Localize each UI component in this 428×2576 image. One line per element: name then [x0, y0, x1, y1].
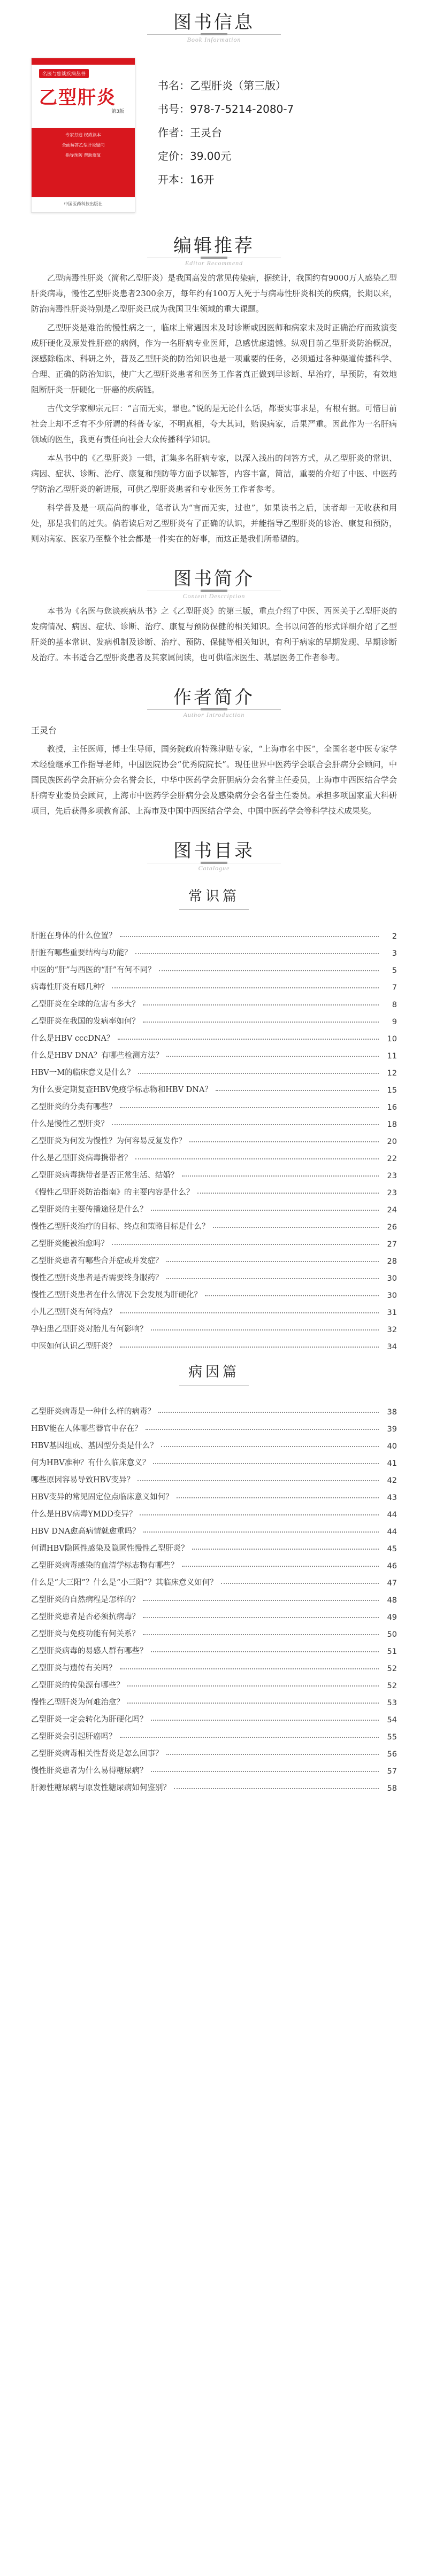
- toc-leader-dots: [143, 1634, 379, 1635]
- toc-item: [31, 1742, 397, 1759]
- toc-item-title: 乙型肝炎病毒携带者是否正常生活、结婚？: [31, 1171, 179, 1180]
- catalogue-section-header: [0, 885, 428, 910]
- editor-text: [0, 270, 428, 547]
- toc-page-number: 58: [387, 1784, 397, 1793]
- toc-leader-dots: [182, 1175, 379, 1177]
- toc-item-title: 乙型肝炎的主要传播途径是什么？: [31, 1205, 148, 1214]
- toc-item: [31, 941, 397, 958]
- toc-item-title: 乙型肝炎病毒相关性肾炎是怎么回事？: [31, 1750, 163, 1758]
- toc-leader-dots: [151, 1720, 379, 1721]
- editor-subtitle: Editor Recommend: [185, 259, 243, 267]
- toc-item: [31, 1673, 397, 1690]
- toc-item: [31, 1707, 397, 1724]
- toc-page-number: 52: [387, 1665, 397, 1673]
- catalogue-header: [0, 829, 428, 876]
- section-divider: [179, 909, 249, 910]
- toc-item-title: 乙型肝炎在全球的危害有多大？: [31, 1000, 140, 1009]
- toc-leader-dots: [177, 1497, 379, 1498]
- toc-item: [31, 1197, 397, 1214]
- toc-item-title: 小儿乙型肝炎有何特点？: [31, 1308, 117, 1317]
- toc-item: [31, 1043, 397, 1061]
- toc-leader-dots: [174, 1788, 379, 1789]
- book-info-title: 图书信息: [173, 12, 255, 33]
- toc-leader-dots: [166, 1278, 379, 1279]
- toc-item: [31, 1519, 397, 1536]
- toc-leader-dots: [166, 1754, 379, 1755]
- toc-page-number: 34: [387, 1343, 397, 1351]
- toc-leader-dots: [120, 1312, 379, 1313]
- toc-item-title: HBV DNA愈高病情就愈重吗？: [31, 1527, 140, 1536]
- paragraph: 古代文学家柳宗元曰：“言而无实，罪也。”说的是无论什么话，都要实事求是，有根有据。可惜目前社会上却不乏有不少所谓的科普专家，不明真相，夸大其词，贻误病家，后果严重。因此作为一名肝病领域的医生，我更有责任向社会大众传播科学知识。: [31, 404, 397, 444]
- toc-page-number: 47: [387, 1579, 397, 1588]
- toc-item: [31, 1451, 397, 1468]
- toc-leader-dots: [166, 1056, 379, 1057]
- toc-leader-dots: [120, 1668, 379, 1669]
- toc-page-number: 15: [387, 1086, 397, 1095]
- toc-page-number: 7: [392, 984, 397, 992]
- toc-item-title: 乙型肝炎在我国的发病率如何？: [31, 1017, 140, 1026]
- toc-page-number: 8: [392, 1001, 397, 1009]
- toc-leader-dots: [118, 1039, 379, 1040]
- toc-page-number: 24: [387, 1206, 397, 1214]
- toc-item: [31, 1724, 397, 1742]
- toc-page-number: 48: [387, 1596, 397, 1605]
- toc-leader-dots: [197, 1193, 379, 1194]
- editor-title: 编辑推荐: [173, 235, 255, 257]
- toc-leader-dots: [153, 1463, 379, 1464]
- toc-item-title: 乙型肝炎与免疫功能有何关系？: [31, 1630, 140, 1638]
- toc-leader-dots: [127, 1685, 379, 1687]
- toc-item-title: 病毒性肝炎有哪几种？: [31, 983, 109, 992]
- toc-page-number: 42: [387, 1476, 397, 1485]
- toc-item: [31, 1163, 397, 1180]
- toc-item: [31, 1061, 397, 1078]
- toc-item-title: 乙型肝炎与遗传有关吗？: [31, 1664, 117, 1673]
- toc-page-number: 38: [387, 1408, 397, 1417]
- toc-leader-dots: [161, 1446, 379, 1447]
- toc-item: [31, 1009, 397, 1026]
- toc-item: [31, 1232, 397, 1249]
- toc-item: [31, 1317, 397, 1334]
- toc-leader-dots: [138, 1073, 379, 1074]
- toc-leader-dots: [189, 1141, 379, 1142]
- toc-leader-dots: [143, 1022, 379, 1023]
- toc-leader-dots: [143, 1600, 379, 1601]
- toc-item-title: 何为HBV准种？有什么临床意义？: [31, 1459, 150, 1467]
- toc-item: [31, 1146, 397, 1163]
- toc-item-title: 什么是HBV DNA？有哪些检测方法？: [31, 1051, 164, 1060]
- paragraph: 教授，主任医师，博士生导师，国务院政府特殊津贴专家，“上海市名中医”，全国名老中医专家学术经验继承工作指导老师，中国医院协会“优秀院院长”。现任世界中医药学会联合会肝病分会顾问，中国民族医药学会肝病分会名誉会长，中华中医药学会肝胆病分会名誉主任委员，上海市中西医结合学会肝病专业委员会顾问，上海市中医药学会肝病分会及感染病分会名誉主任委员。承担多项国家重大科研项目，先后获得多项教育部、上海市及中国中西医结合学会、中国中医药学会等科学技术成果奖。: [31, 744, 397, 816]
- toc-item-title: HBV一M的临床意义是什么？: [31, 1069, 135, 1077]
- toc-item: [31, 1283, 397, 1300]
- cover-line: 专家打造 权威读本: [65, 133, 101, 137]
- toc-leader-dots: [137, 1480, 379, 1481]
- meta-title: 书名：乙型肝炎（第三版）: [158, 79, 286, 92]
- toc-item-title: 何谓HBV隐匿性感染及隐匿性慢性乙型肝炎？: [31, 1544, 189, 1553]
- toc-item: [31, 1622, 397, 1639]
- toc-item: [31, 1334, 397, 1351]
- paragraph: 本丛书中的《乙型肝炎》一辑，汇集多名肝病专家，以深入浅出的问答方式，从乙型肝炎的常识、病因、症状、诊断、治疗、康复和预防等方面予以解答，内容丰富，简洁，重要的介绍了中医、中医药学防治乙型肝炎的新进展，可供乙型肝炎患者和专业医务工作者参考。: [31, 453, 397, 494]
- cover-edition: 第3版: [111, 109, 124, 114]
- toc-leader-dots: [135, 953, 379, 954]
- toc-item: [31, 1571, 397, 1588]
- header-divider: [147, 709, 281, 710]
- toc-page-number: 44: [387, 1511, 397, 1519]
- book-info-header: [0, 0, 428, 47]
- toc-item: [31, 1214, 397, 1232]
- toc-page-number: 9: [392, 1018, 397, 1026]
- toc-item-title: 什么是“大三阳”？什么是“小三阳”？其临床意义如何？: [31, 1579, 218, 1587]
- toc-page-number: 16: [387, 1103, 397, 1112]
- toc-item-title: 乙型肝炎患者有哪些合并症或并发症？: [31, 1257, 163, 1265]
- toc-item: [31, 1249, 397, 1266]
- toc-page-number: 55: [387, 1733, 397, 1742]
- toc-page-number: 27: [387, 1240, 397, 1249]
- toc-item: [31, 1468, 397, 1485]
- paragraph: 乙型病毒性肝炎（简称乙型肝炎）是我国高发的常见传染病，据统计，我国约有9000万人感染乙型肝炎病毒，慢性乙型肝炎患者2300余万，每年约有100万人死于与病毒性肝炎相关的疾病，长期以来，防治病毒性肝炎特别是乙型肝炎已成为我国卫生领域的重大课题。: [31, 273, 397, 314]
- toc-item-title: 乙型肝炎会引起肝癌吗？: [31, 1732, 117, 1741]
- toc-item: [31, 1026, 397, 1043]
- toc-page-number: 26: [387, 1223, 397, 1232]
- catalogue-section-header: [0, 1361, 428, 1386]
- toc-item-title: 乙型肝炎病毒感染的血清学标志物有哪些？: [31, 1561, 179, 1570]
- catalogue-section-title: 常识篇: [188, 888, 240, 904]
- toc-page-number: 5: [392, 966, 397, 975]
- toc-item-title: 肝脏有哪些重要结构与功能？: [31, 949, 132, 957]
- toc-item-title: 乙型肝炎病毒的易感人群有哪些？: [31, 1647, 148, 1656]
- toc-item: [31, 1300, 397, 1317]
- paragraph: 本书为《名医与您谈疾病丛书》之《乙型肝炎》的第三版，重点介绍了中医、西医关于乙型肝炎的发病情况、病因、症状、诊断、治疗、康复与预防保健的相关知识。全书以问答的形式详细介绍了乙型肝炎的基本常识、发病机制及诊断、治疗、预防、保健等相关知识，有利于病家的早期发现、早期诊断及治疗。本书适合乙型肝炎患者及其家属阅读，也可供临床医生、基层医务工作者参考。: [31, 606, 397, 662]
- toc-item: [31, 1588, 397, 1605]
- author-name: 王灵台: [31, 725, 57, 736]
- section-divider: [179, 1385, 249, 1386]
- toc-page-number: 49: [387, 1613, 397, 1622]
- toc-page-number: 57: [387, 1767, 397, 1776]
- toc-page-number: 22: [387, 1155, 397, 1163]
- meta-price: 定价：39.00元: [158, 150, 232, 163]
- toc-page-number: 23: [387, 1172, 397, 1180]
- header-divider: [147, 34, 281, 35]
- toc-item: [31, 1553, 397, 1571]
- toc-item: [31, 1129, 397, 1146]
- toc-item-title: 慢性乙型肝炎患者是否需要终身服药？: [31, 1274, 163, 1282]
- toc-list: [0, 924, 428, 1351]
- book-info: [0, 47, 428, 223]
- toc-page-number: 43: [387, 1494, 397, 1502]
- catalogue-section-title: 病因篇: [188, 1364, 240, 1380]
- toc-page-number: 30: [387, 1291, 397, 1300]
- toc-item-title: 什么是慢性乙型肝炎？: [31, 1120, 109, 1128]
- summary-text: [0, 604, 428, 666]
- toc-leader-dots: [140, 1514, 379, 1515]
- toc-page-number: 46: [387, 1562, 397, 1571]
- toc-leader-dots: [151, 1210, 379, 1211]
- toc-item-title: 慢性乙型肝炎为何难治愈？: [31, 1698, 124, 1707]
- toc-item: [31, 1639, 397, 1656]
- toc-item: [31, 1656, 397, 1673]
- book-info-subtitle: Book Information: [187, 36, 241, 43]
- toc-item-title: 慢性乙型肝炎治疗的目标、终点和策略目标是什么？: [31, 1223, 210, 1231]
- toc-item-title: 乙型肝炎的自然病程是怎样的？: [31, 1596, 140, 1604]
- toc-item-title: 乙型肝炎的分类有哪些？: [31, 1103, 117, 1111]
- toc-item-title: 乙型肝炎能被治愈吗？: [31, 1240, 109, 1248]
- toc-item-title: 中医的“肝”与西医的“肝”有何不同？: [31, 966, 156, 974]
- toc-page-number: 51: [387, 1647, 397, 1656]
- toc-leader-dots: [205, 1295, 379, 1296]
- toc-item: [31, 1690, 397, 1707]
- toc-page-number: 2: [392, 932, 397, 941]
- toc-item: [31, 1078, 397, 1095]
- toc-item-title: 孕妇患乙型肝炎对胎儿有何影响？: [31, 1325, 148, 1334]
- toc-leader-dots: [127, 1703, 379, 1704]
- toc-page-number: 40: [387, 1442, 397, 1451]
- toc-item: [31, 924, 397, 941]
- toc-list: [0, 1399, 428, 1793]
- toc-page-number: 52: [387, 1682, 397, 1690]
- toc-leader-dots: [216, 1090, 379, 1091]
- toc-item: [31, 1776, 397, 1793]
- toc-page-number: 3: [392, 949, 397, 958]
- toc-page-number: 11: [387, 1052, 397, 1061]
- toc-item-title: HBV变异的常见固定位点临床意义如何？: [31, 1493, 173, 1502]
- toc-page-number: 20: [387, 1138, 397, 1146]
- editor-header: [0, 223, 428, 270]
- toc-item-title: HBV能在人体哪些器官中存在？: [31, 1425, 142, 1433]
- toc-item-title: 乙型肝炎一定会转化为肝硬化吗？: [31, 1715, 148, 1724]
- toc-item-title: 乙型肝炎的传染源有哪些？: [31, 1681, 124, 1690]
- meta-format: 开本：16开: [158, 173, 215, 186]
- toc-item-title: 肝源性糖尿病与原发性糖尿病如何鉴别？: [31, 1784, 171, 1792]
- toc-item: [31, 1112, 397, 1129]
- toc-leader-dots: [221, 1583, 379, 1584]
- toc-leader-dots: [192, 1549, 379, 1550]
- paragraph: 科学普及是一项高尚的事业，笔者认为“言而无实，过也”，如果读书之后，读者却一无收获和用处，那是我们的过失。倘若读后对乙型肝炎有了正确的认识，并能指导乙型肝炎的诊治、康复和预防，则对病家、医家乃至整个社会都是一件实在的好事，而这正是我们所希望的。: [31, 503, 397, 544]
- toc-leader-dots: [143, 1617, 379, 1618]
- author-subtitle: Author Introduction: [183, 711, 245, 718]
- toc-page-number: 18: [387, 1120, 397, 1129]
- toc-item: [31, 1095, 397, 1112]
- toc-item-title: 慢性肝炎患者为什么易得糖尿病？: [31, 1767, 148, 1775]
- toc-page-number: 10: [387, 1035, 397, 1043]
- toc-leader-dots: [151, 1771, 379, 1772]
- toc-leader-dots: [112, 987, 379, 988]
- toc-item-title: 哪些原因容易导致HBV变异？: [31, 1476, 135, 1484]
- toc-leader-dots: [182, 1566, 379, 1567]
- toc-page-number: 30: [387, 1274, 397, 1283]
- toc-page-number: 53: [387, 1699, 397, 1707]
- toc-item: [31, 1605, 397, 1622]
- cover-line: 全面解答乙型肝炎疑问: [62, 143, 105, 148]
- toc-item-title: 什么是乙型肝炎病毒携带者？: [31, 1154, 132, 1163]
- toc-leader-dots: [143, 1004, 379, 1005]
- toc-leader-dots: [120, 1107, 379, 1108]
- author-header: [0, 675, 428, 722]
- catalogue-subtitle: Catalogue: [198, 864, 230, 872]
- toc-leader-dots: [146, 1429, 379, 1430]
- toc-page-number: 39: [387, 1425, 397, 1434]
- toc-item-title: 《慢性乙型肝炎防治指南》的主要内容是什么？: [31, 1188, 194, 1197]
- toc-item: [31, 1485, 397, 1502]
- toc-item: [31, 975, 397, 992]
- toc-leader-dots: [120, 1347, 379, 1348]
- toc-item: [31, 1502, 397, 1519]
- author-title: 作者简介: [173, 687, 255, 708]
- toc-leader-dots: [143, 1531, 379, 1533]
- table-of-contents: [0, 885, 428, 1793]
- summary-subtitle: Content Description: [182, 592, 246, 600]
- toc-leader-dots: [135, 1158, 379, 1159]
- cover-title: 乙型肝炎: [39, 87, 116, 109]
- meta-author: 作者：王灵台: [158, 126, 222, 139]
- toc-page-number: 41: [387, 1459, 397, 1468]
- toc-item: [31, 958, 397, 975]
- cover-band: [32, 128, 135, 197]
- toc-leader-dots: [151, 1329, 379, 1330]
- toc-item: [31, 1180, 397, 1197]
- toc-page-number: 32: [387, 1326, 397, 1334]
- book-meta: [158, 58, 294, 223]
- toc-item-title: 乙型肝炎为何发为慢性？为何容易反复发作？: [31, 1137, 186, 1146]
- toc-leader-dots: [151, 1651, 379, 1652]
- toc-item-title: 慢性乙型肝炎患者在什么情况下会发展为肝硬化？: [31, 1291, 202, 1299]
- toc-page-number: 45: [387, 1545, 397, 1553]
- toc-leader-dots: [166, 1261, 379, 1262]
- toc-item-title: 乙型肝炎病毒是一种什么样的病毒？: [31, 1407, 155, 1416]
- toc-leader-dots: [112, 1124, 379, 1125]
- toc-item-title: 什么是HBV病毒YMDD变异？: [31, 1510, 137, 1519]
- toc-item-title: HBV基因组成、基因型分类是什么？: [31, 1442, 158, 1450]
- toc-item: [31, 1434, 397, 1451]
- toc-item-title: 肝脏在身体的什么位置？: [31, 932, 117, 940]
- toc-page-number: 23: [387, 1189, 397, 1197]
- author-text: [0, 741, 428, 819]
- summary-header: [0, 556, 428, 604]
- toc-page-number: 56: [387, 1750, 397, 1759]
- toc-page-number: 28: [387, 1257, 397, 1266]
- toc-page-number: 12: [387, 1069, 397, 1078]
- cover-line: 指导预防 帮助康复: [65, 153, 101, 158]
- toc-item: [31, 1417, 397, 1434]
- toc-leader-dots: [159, 970, 379, 971]
- toc-item: [31, 1536, 397, 1553]
- toc-item-title: 什么是HBV cccDNA？: [31, 1034, 114, 1043]
- book-cover: [31, 58, 135, 213]
- toc-page-number: 31: [387, 1309, 397, 1317]
- summary-title: 图书简介: [173, 568, 255, 590]
- toc-page-number: 44: [387, 1528, 397, 1536]
- toc-item: [31, 992, 397, 1009]
- cover-top-bar: [32, 58, 135, 65]
- paragraph: 乙型肝炎是难治的慢性病之一，临床上常遇因未及时诊断或因医师和病家未及时正确治疗而致演变成肝硬化及原发性肝癌的病例，作为一名肝病专业医师，总感忧虑遗憾。纵观目前乙型肝炎防治概况，深感除临床、科研之外，普及乙型肝炎的防治知识也是一项重要的任务，必须通过各种渠道传播科学、合理、正确的防治知识，使广大乙型肝炎患者和医务工作者真正做到早诊断、早治疗，早预防，有效地阻断肝炎一肝硬化一肝癌的疾病链。: [31, 323, 397, 394]
- toc-item-title: 中医如何认识乙型肝炎？: [31, 1342, 117, 1351]
- toc-leader-dots: [213, 1227, 379, 1228]
- toc-item: [31, 1399, 397, 1417]
- toc-leader-dots: [112, 1244, 379, 1245]
- toc-item: [31, 1266, 397, 1283]
- catalogue-title: 图书目录: [173, 840, 255, 862]
- toc-page-number: 54: [387, 1716, 397, 1724]
- toc-leader-dots: [120, 936, 379, 937]
- toc-page-number: 50: [387, 1630, 397, 1639]
- meta-isbn: 书号：978-7-5214-2080-7: [158, 103, 294, 115]
- toc-item: [31, 1759, 397, 1776]
- cover-publisher: 中国医药科技出版社: [64, 202, 103, 206]
- toc-item-title: 为什么要定期复查HBV免疫学标志物和HBV DNA？: [31, 1086, 212, 1094]
- toc-item-title: 乙型肝炎患者是否必须抗病毒？: [31, 1613, 140, 1621]
- toc-leader-dots: [120, 1737, 379, 1738]
- toc-leader-dots: [158, 1412, 379, 1413]
- cover-series: 名医与您谈疾病丛书: [39, 69, 89, 78]
